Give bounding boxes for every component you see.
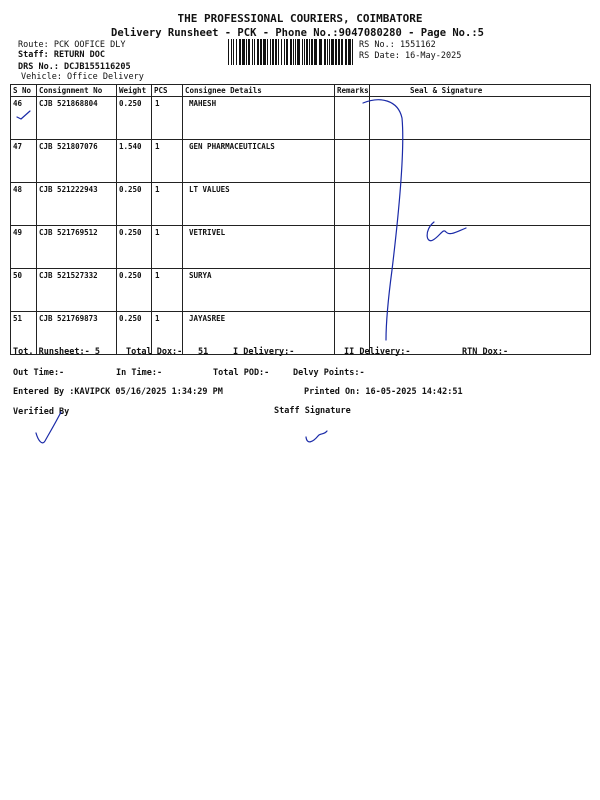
barcode-bar xyxy=(304,39,305,65)
barcode-bar xyxy=(236,39,237,65)
barcode-bar xyxy=(233,39,234,65)
delivery-points: Delvy Points:- xyxy=(293,368,365,378)
table-header-row xyxy=(11,85,591,97)
barcode-bar xyxy=(335,39,337,65)
cell-pcs: 1 xyxy=(152,226,183,269)
barcode-bar xyxy=(302,39,303,65)
barcode-bar xyxy=(246,39,247,65)
cell-consignee: VETRIVEL xyxy=(183,226,335,269)
cell-pcs: 1 xyxy=(152,97,183,140)
rs-number: RS No.: 1551162 xyxy=(359,40,436,50)
barcode-bar xyxy=(263,39,266,65)
barcode-bar xyxy=(309,39,310,65)
barcode-bar xyxy=(257,39,259,65)
cell-sno: 50 xyxy=(11,269,37,312)
table-row xyxy=(11,97,591,140)
ii-delivery: II Delivery:- xyxy=(344,347,411,357)
in-time: In Time:- xyxy=(116,368,163,378)
cell-sno: 51 xyxy=(11,312,37,355)
cell-sno: 47 xyxy=(11,140,37,183)
barcode-bar xyxy=(329,39,330,65)
barcode-bar xyxy=(352,39,353,65)
runsheet-title: Delivery Runsheet - PCK - Phone No.:9047080280 - Page No.:5 xyxy=(111,27,484,39)
staff-signature-label: Staff Signature xyxy=(274,406,351,416)
barcode-bar xyxy=(231,39,232,65)
column-header: S No xyxy=(11,85,37,97)
barcode-bar xyxy=(267,39,268,65)
drs-number: DRS No.: DCJB155116205 xyxy=(18,62,131,72)
column-header: Weight xyxy=(117,85,152,97)
cell-sno: 48 xyxy=(11,183,37,226)
barcode-bar xyxy=(341,39,343,65)
barcode-bar xyxy=(327,39,328,65)
barcode-bar xyxy=(338,39,340,65)
cell-remarks xyxy=(335,183,370,226)
barcode-bar xyxy=(319,39,322,65)
rtn-dox: RTN Dox:- xyxy=(462,347,509,357)
cell-pcs: 1 xyxy=(152,269,183,312)
cell-pcs: 1 xyxy=(152,312,183,355)
cell-consignee: LT VALUES xyxy=(183,183,335,226)
out-time: Out Time:- xyxy=(13,368,65,378)
cell-consignee: JAYASREE xyxy=(183,312,335,355)
verified-by-label: Verified By xyxy=(13,407,70,417)
total-dox-value: 51 xyxy=(198,347,209,357)
cell-consignee: GEN PHARMACEUTICALS xyxy=(183,140,335,183)
cell-seal-signature xyxy=(370,226,591,269)
cell-remarks xyxy=(335,97,370,140)
table-row xyxy=(11,226,591,269)
cell-consignment: CJB 521769873 xyxy=(37,312,117,355)
column-header: Remarks xyxy=(335,85,370,97)
barcode-bar xyxy=(239,39,241,65)
barcode-bar xyxy=(295,39,296,65)
barcode-bar xyxy=(311,39,313,65)
cell-weight: 1.540 xyxy=(117,140,152,183)
barcode-bar xyxy=(272,39,274,65)
barcode-bar xyxy=(348,39,351,65)
barcode-bar xyxy=(228,39,229,65)
vehicle-label: Vehicle: Office Delivery xyxy=(21,72,144,82)
cell-remarks xyxy=(335,140,370,183)
i-delivery: I Delivery:- xyxy=(233,347,295,357)
barcode-bar xyxy=(242,39,245,65)
barcode-bar xyxy=(297,39,300,65)
printed-on: Printed On: 16-05-2025 14:42:51 xyxy=(304,387,463,397)
cell-consignment: CJB 521868804 xyxy=(37,97,117,140)
cell-seal-signature xyxy=(370,183,591,226)
column-header: PCS xyxy=(152,85,183,97)
cell-pcs: 1 xyxy=(152,140,183,183)
cell-consignee: SURYA xyxy=(183,269,335,312)
cell-seal-signature xyxy=(370,97,591,140)
staff-label: Staff: RETURN DOC xyxy=(18,50,105,60)
barcode-bar xyxy=(324,39,326,65)
cell-seal-signature xyxy=(370,269,591,312)
barcode-bar xyxy=(270,39,271,65)
cell-weight: 0.250 xyxy=(117,183,152,226)
barcode-bar xyxy=(252,39,253,65)
barcode-bar xyxy=(306,39,308,65)
cell-remarks xyxy=(335,226,370,269)
barcode-bar xyxy=(345,39,347,65)
cell-pcs: 1 xyxy=(152,183,183,226)
entered-by: Entered By :KAVIPCK 05/16/2025 1:34:29 PM xyxy=(13,387,223,397)
cell-weight: 0.250 xyxy=(117,312,152,355)
barcode xyxy=(228,39,354,65)
cell-consignment: CJB 521807076 xyxy=(37,140,117,183)
barcode-bar xyxy=(260,39,262,65)
cell-weight: 0.250 xyxy=(117,269,152,312)
barcode-bar xyxy=(314,39,317,65)
cell-weight: 0.250 xyxy=(117,97,152,140)
table-row xyxy=(11,183,591,226)
barcode-bar xyxy=(331,39,334,65)
barcode-bar xyxy=(281,39,282,65)
route-label: Route: PCK OOFICE DLY xyxy=(18,40,126,50)
company-title: THE PROFESSIONAL COURIERS, COIMBATORE xyxy=(177,12,423,25)
barcode-bar xyxy=(248,39,250,65)
barcode-bar xyxy=(278,39,279,65)
barcode-bar xyxy=(254,39,255,65)
runsheet-table xyxy=(10,84,591,355)
cell-sno: 49 xyxy=(11,226,37,269)
total-pod: Total POD:- xyxy=(213,368,270,378)
barcode-bar xyxy=(286,39,288,65)
cell-weight: 0.250 xyxy=(117,226,152,269)
barcode-bar xyxy=(275,39,277,65)
cell-seal-signature xyxy=(370,140,591,183)
table-row xyxy=(11,140,591,183)
staff-signature-scrawl xyxy=(306,431,327,442)
cell-consignment: CJB 521527332 xyxy=(37,269,117,312)
column-header: Consignee Details xyxy=(183,85,335,97)
barcode-bar xyxy=(293,39,294,65)
cell-remarks xyxy=(335,269,370,312)
cell-consignee: MAHESH xyxy=(183,97,335,140)
column-header: Seal & Signature xyxy=(370,85,591,97)
table-row xyxy=(11,269,591,312)
rs-date: RS Date: 16-May-2025 xyxy=(359,51,462,61)
cell-consignment: CJB 521222943 xyxy=(37,183,117,226)
column-header: Consignment No xyxy=(37,85,117,97)
barcode-bar xyxy=(284,39,285,65)
total-runsheet: Tot. Runsheet:- 5 xyxy=(13,347,100,357)
cell-sno: 46 xyxy=(11,97,37,140)
total-dox-label: Total Dox:- xyxy=(126,347,183,357)
barcode-bar xyxy=(290,39,292,65)
cell-consignment: CJB 521769512 xyxy=(37,226,117,269)
